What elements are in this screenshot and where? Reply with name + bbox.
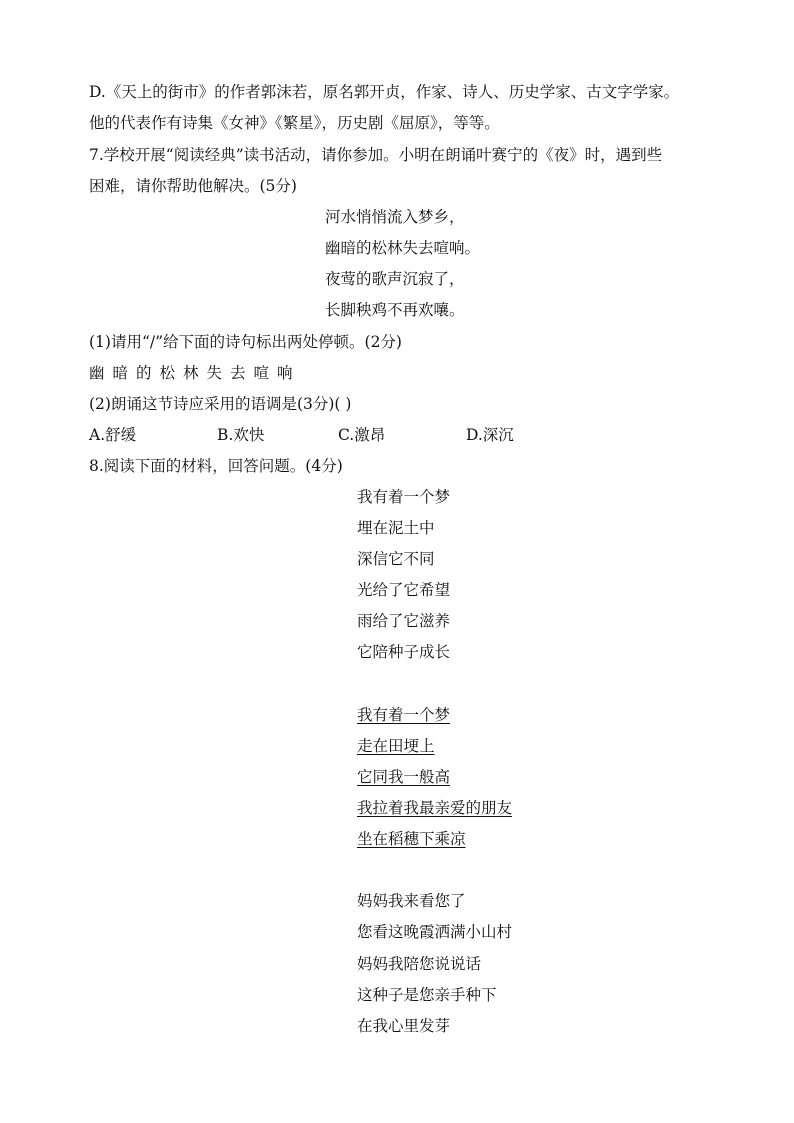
paragraph-d-line-2: 他的代表作有诗集《女神》《繁星》，历史剧《屈原》，等等。 — [89, 114, 500, 132]
stanza-3-line: 妈妈我来看您了 — [357, 892, 466, 910]
stanza-2-underlined-line: 它同我一般高 — [357, 768, 451, 786]
question-8-stem: 8.阅读下面的材料，回答问题。(4分) — [89, 457, 343, 475]
stanza-1-line: 我有着一个梦 — [357, 488, 451, 506]
stanza-3-line: 您看这晚霞洒满小山村 — [357, 923, 513, 941]
poem-line: 长脚秧鸡不再欢嚷。 — [325, 301, 465, 319]
stanza-3-line: 这种子是您亲手种下 — [357, 986, 497, 1004]
question-7-stem-line-1: 7.学校开展“阅读经典”读书活动，请你参加。小明在朗诵叶赛宁的《夜》时，遇到些 — [89, 146, 663, 164]
question-7-sub-1-prompt: (1)请用“/”给下面的诗句标出两处停顿。(2分) — [89, 333, 402, 351]
poem-line: 幽暗的松林失去喧响。 — [325, 239, 481, 257]
paragraph-d-line-1: D.《天上的街市》的作者郭沫若，原名郭开贞，作家、诗人、历史学家、古文字学家。 — [89, 83, 680, 101]
stanza-2-underlined-line: 坐在稻穗下乘凉 — [357, 830, 466, 848]
question-7-sub-2-prompt: (2)朗诵这节诗应采用的语调是(3分)( ) — [89, 395, 352, 413]
stanza-3-line: 妈妈我陪您说说话 — [357, 955, 482, 973]
stanza-1-line: 它陪种子成长 — [357, 643, 451, 661]
stanza-2-underlined-line: 走在田埂上 — [357, 737, 435, 755]
stanza-1-line: 埋在泥土中 — [357, 519, 435, 537]
poem-line: 河水悄悄流入梦乡， — [325, 208, 465, 226]
stanza-1-line: 光给了它希望 — [357, 581, 451, 599]
stanza-3-line: 在我心里发芽 — [357, 1017, 451, 1035]
stanza-2-underlined-line: 我拉着我最亲爱的朋友 — [357, 799, 513, 817]
option-d: D.深沉 — [466, 426, 514, 444]
stanza-2-underlined-line: 我有着一个梦 — [357, 706, 451, 724]
option-b: B.欢快 — [217, 426, 265, 444]
stanza-1-line: 深信它不同 — [357, 550, 435, 568]
option-a: A.舒缓 — [89, 426, 137, 444]
option-c: C.激昂 — [338, 426, 386, 444]
question-7-stem-line-2: 困难，请你帮助他解决。(5分) — [89, 177, 297, 195]
question-7-sub-1-verse: 幽暗的松林失去喧响 — [89, 364, 301, 382]
stanza-1-line: 雨给了它滋养 — [357, 612, 451, 630]
poem-line: 夜莺的歌声沉寂了， — [325, 270, 465, 288]
